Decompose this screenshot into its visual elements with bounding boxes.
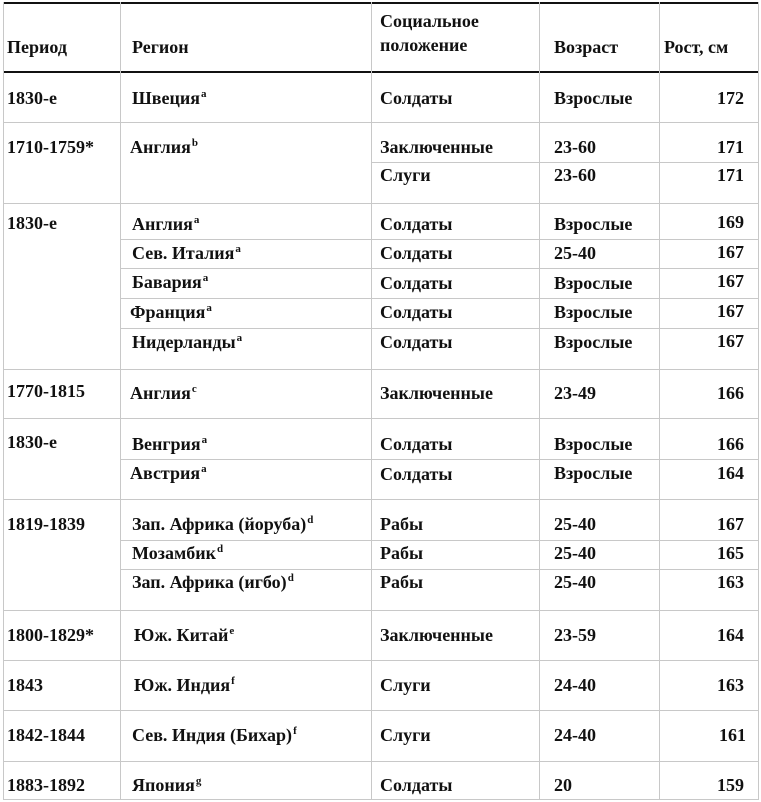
row-divider	[3, 710, 759, 711]
cell-region: Бавария$^a$	[132, 272, 209, 292]
cell-region: Зап. Африка (йоруба)$^d$	[132, 514, 314, 534]
subrow-divider	[120, 540, 759, 541]
cell-height: 164	[717, 463, 744, 483]
row-divider	[3, 203, 759, 204]
cell-period: 1770-1815	[7, 381, 85, 401]
col-divider	[659, 2, 660, 800]
table-bottom-border	[3, 799, 759, 800]
cell-social: Заключенные	[380, 137, 493, 157]
cell-region: Юж. Китай$^e$	[134, 625, 235, 645]
cell-age: Взрослые	[554, 332, 633, 352]
col-divider	[758, 2, 759, 800]
cell-social: Солдаты	[380, 88, 453, 108]
subrow-divider	[371, 162, 759, 163]
cell-social: Рабы	[380, 514, 424, 534]
cell-age: 24-40	[554, 675, 596, 695]
col-divider	[371, 2, 372, 800]
cell-age: 23-59	[554, 625, 596, 645]
row-divider	[3, 418, 759, 419]
subrow-divider	[120, 459, 759, 460]
subrow-divider	[120, 328, 759, 329]
cell-region: Япония$^g$	[132, 775, 202, 795]
cell-height: 167	[717, 242, 744, 262]
cell-period: 1800-1829*	[7, 625, 94, 645]
cell-age: 24-40	[554, 725, 596, 745]
cell-height: 163	[717, 572, 744, 592]
cell-social: Солдаты	[380, 243, 453, 263]
cell-social: Солдаты	[380, 273, 453, 293]
cell-height: 163	[717, 675, 744, 695]
cell-social: Заключенные	[380, 625, 493, 645]
cell-region: Сев. Италия$^a$	[132, 243, 241, 263]
cell-age: Взрослые	[554, 88, 633, 108]
col-divider	[539, 2, 540, 800]
cell-age: Взрослые	[554, 302, 633, 322]
cell-height: 164	[717, 625, 744, 645]
cell-height: 171	[717, 165, 744, 185]
cell-age: Взрослые	[554, 273, 633, 293]
cell-age: 20	[554, 775, 572, 795]
cell-period: 1830-е	[7, 213, 57, 233]
cell-region: Нидерланды$^a$	[132, 332, 243, 352]
cell-region: Англия$^b$	[130, 137, 198, 157]
cell-region: Австрия$^a$	[130, 463, 207, 483]
cell-social: Рабы	[380, 543, 424, 563]
cell-age: 25-40	[554, 514, 596, 534]
cell-height: 161	[719, 725, 746, 745]
cell-region: Франция$^a$	[130, 302, 212, 322]
cell-social: Солдаты	[380, 434, 453, 454]
cell-age: 25-40	[554, 543, 596, 563]
cell-social: Солдаты	[380, 332, 453, 352]
row-divider	[3, 761, 759, 762]
header-social-line2: положение	[380, 35, 468, 55]
cell-period: 1819-1839	[7, 514, 85, 534]
cell-region: Юж. Индия$^f$	[134, 675, 235, 695]
header-age: Возраст	[554, 37, 619, 57]
cell-height: 165	[717, 543, 744, 563]
cell-region: Мозамбик$^d$	[132, 543, 224, 563]
cell-period: 1710-1759*	[7, 137, 94, 157]
cell-period: 1842-1844	[7, 725, 85, 745]
cell-age: 25-40	[554, 572, 596, 592]
cell-region: Зап. Африка (игбо)$^d$	[132, 572, 294, 592]
header-social-line1: Социальное	[380, 11, 479, 31]
cell-social: Слуги	[380, 725, 431, 745]
cell-period: 1830-е	[7, 432, 57, 452]
cell-height: 166	[717, 434, 744, 454]
cell-age: 25-40	[554, 243, 596, 263]
subrow-divider	[120, 268, 759, 269]
cell-age: 23-49	[554, 383, 596, 403]
cell-height: 167	[717, 331, 744, 351]
row-divider	[3, 610, 759, 611]
cell-social: Солдаты	[380, 302, 453, 322]
cell-social: Солдаты	[380, 214, 453, 234]
cell-social: Солдаты	[380, 775, 453, 795]
cell-height: 169	[717, 212, 744, 232]
cell-social: Слуги	[380, 165, 431, 185]
header-period: Период	[7, 37, 67, 57]
cell-age: Взрослые	[554, 214, 633, 234]
cell-height: 167	[717, 271, 744, 291]
cell-period: 1883-1892	[7, 775, 85, 795]
cell-social: Слуги	[380, 675, 431, 695]
subrow-divider	[120, 298, 759, 299]
header-height: Рост, см	[664, 37, 729, 57]
cell-region: Венгрия$^a$	[132, 434, 208, 454]
col-divider	[3, 2, 4, 800]
cell-age: 23-60	[554, 165, 596, 185]
cell-height: 167	[717, 301, 744, 321]
cell-age: 23-60	[554, 137, 596, 157]
subrow-divider	[120, 569, 759, 570]
cell-social: Заключенные	[380, 383, 493, 403]
cell-height: 159	[717, 775, 744, 795]
cell-height: 166	[717, 383, 744, 403]
row-divider	[3, 369, 759, 370]
cell-social: Рабы	[380, 572, 424, 592]
cell-age: Взрослые	[554, 434, 633, 454]
cell-region: Сев. Индия (Бихар)$^f$	[132, 725, 297, 745]
cell-region: Англия$^a$	[132, 214, 200, 234]
cell-region: Швеция$^a$	[132, 88, 207, 108]
cell-period: 1843	[7, 675, 43, 695]
row-divider	[3, 660, 759, 661]
cell-height: 167	[717, 514, 744, 534]
cell-height: 172	[717, 88, 744, 108]
row-divider	[3, 499, 759, 500]
subrow-divider	[120, 239, 759, 240]
table-top-border	[3, 2, 759, 4]
col-divider	[120, 2, 121, 800]
cell-height: 171	[717, 137, 744, 157]
height-table	[3, 2, 759, 800]
cell-age: Взрослые	[554, 463, 633, 483]
cell-social: Солдаты	[380, 464, 453, 484]
cell-period: 1830-е	[7, 88, 57, 108]
row-divider	[3, 122, 759, 123]
header-bottom-border	[3, 71, 759, 73]
header-region: Регион	[132, 37, 189, 57]
cell-region: Англия$^c$	[130, 383, 197, 403]
